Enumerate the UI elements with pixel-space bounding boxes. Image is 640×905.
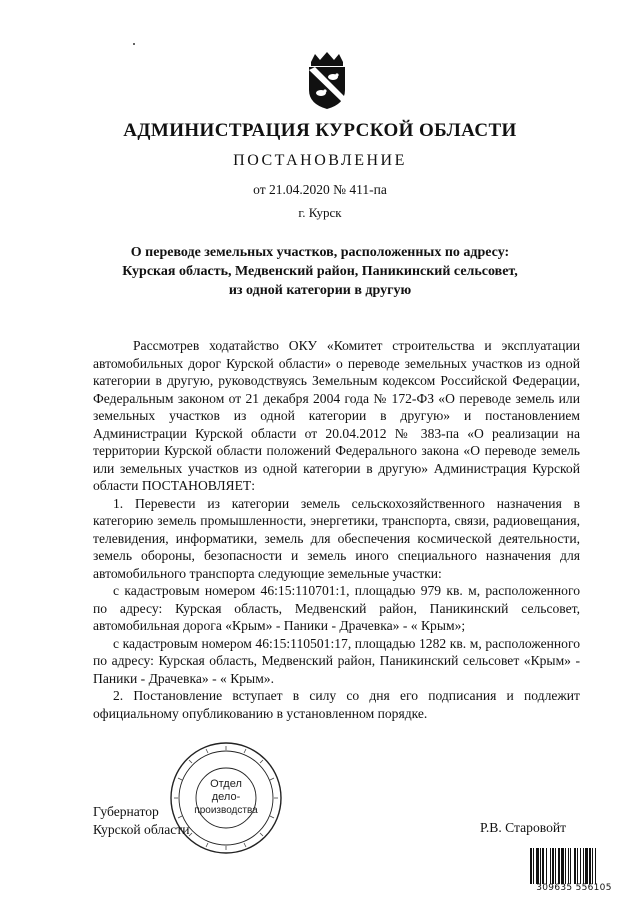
barcode-bar bbox=[577, 848, 578, 884]
barcode-bar bbox=[568, 848, 569, 884]
office-stamp-icon bbox=[168, 740, 284, 856]
barcode-bar bbox=[533, 848, 534, 884]
barcode-bar bbox=[542, 848, 544, 884]
document-date-number: от 21.04.2020 № 411-па bbox=[253, 182, 387, 197]
kursk-coat-of-arms-icon bbox=[301, 52, 353, 110]
barcode-number: 309635 556105 bbox=[536, 883, 612, 893]
subject-line: Курская область, Медвенский район, Паникинский сельсовет, bbox=[122, 264, 518, 279]
stamp-text-line: дело- bbox=[211, 791, 241, 803]
subject-line: О переводе земельных участков, расположенных по адресу: bbox=[130, 245, 510, 260]
barcode-bar bbox=[583, 848, 584, 884]
item-1-paragraph: 1. Перевести из категории земель сельскохозяйственного назначения в категорию земель промышленности, энергетики, транспорта, связи, радиовещания, телевидения, информатики, земель для обеспечения космической деятельности, земель обороны, безопасности и земель иного специального назначения для автомобильного транспорта следующие земельные участки: bbox=[93, 495, 580, 581]
subject-line: из одной категории в другую bbox=[228, 283, 412, 298]
barcode-bar bbox=[580, 848, 581, 884]
stamp-text-line: производства bbox=[194, 805, 258, 816]
signatory-position-line: Курской области bbox=[93, 821, 190, 837]
scan-speck bbox=[133, 43, 135, 45]
barcode-bar bbox=[558, 848, 560, 884]
barcode-bar bbox=[574, 848, 576, 884]
barcode-bar bbox=[540, 848, 541, 884]
signatory-name: Р.В. Старовойт bbox=[480, 820, 567, 835]
barcode-bar bbox=[552, 848, 554, 884]
barcode-bar bbox=[561, 848, 564, 884]
document-city: г. Курск bbox=[298, 205, 342, 220]
barcode-bar bbox=[555, 848, 556, 884]
document-subject bbox=[100, 243, 540, 300]
barcode-bar bbox=[546, 848, 547, 884]
barcode-icon bbox=[530, 848, 618, 884]
barcode-bar bbox=[589, 848, 591, 884]
item-2-paragraph: 2. Постановление вступает в силу со дня его подписания и подлежит официальному опубликованию в установленном порядке. bbox=[93, 688, 580, 721]
signatory-position-line: Губернатор bbox=[93, 804, 159, 819]
preamble-paragraph: Рассмотрев ходатайство ОКУ «Комитет строительства и эксплуатации автомобильных дорог Курской области» о переводе земельных участков из одной категории в другую, руководствуясь Земельным кодексом Российской Федерации, Федеральным законом от 21 декабря 2004 года № 172-ФЗ «О переводе земель или земельных участков из одной категории в другую» и постановлением Администрации Курской области от 20.04.2012 № 383-па «О реализации на территории Курской области положений Федерального закона «О переводе земель или земельных участков из одной категории в другую» Администрация Курской области ПОСТАНОВЛЯЕТ: bbox=[93, 338, 580, 493]
barcode-bar bbox=[585, 848, 588, 884]
signatory-position bbox=[93, 803, 190, 838]
parcel-1-paragraph: с кадастровым номером 46:15:110701:1, площадью 979 кв. м, расположенного по адресу: Курская область, Медвенский район, Паникинский сельсовет, автомобильная дорога «Крым» - Паники - Драчевка» - « Крым»; bbox=[93, 583, 580, 633]
document-type: ПОСТАНОВЛЕНИЕ bbox=[233, 152, 407, 169]
document-body bbox=[93, 337, 580, 722]
barcode-bar bbox=[536, 848, 539, 884]
barcode-bar bbox=[592, 848, 593, 884]
barcode-bar bbox=[570, 848, 571, 884]
parcel-2-paragraph: с кадастровым номером 46:15:110501:17, площадью 1282 кв. м, расположенного по адресу: Курская область, Медвенский район, Паникинский сельсовет «Крым» - Паники - Драчевка» - « Крым». bbox=[93, 635, 580, 686]
barcode-bar bbox=[530, 848, 532, 884]
barcode-bar bbox=[595, 848, 596, 884]
barcode-bar bbox=[565, 848, 566, 884]
organization-title: АДМИНИСТРАЦИЯ КУРСКОЙ ОБЛАСТИ bbox=[123, 120, 517, 141]
stamp-text-line: Отдел bbox=[210, 778, 242, 790]
barcode-bar bbox=[550, 848, 551, 884]
